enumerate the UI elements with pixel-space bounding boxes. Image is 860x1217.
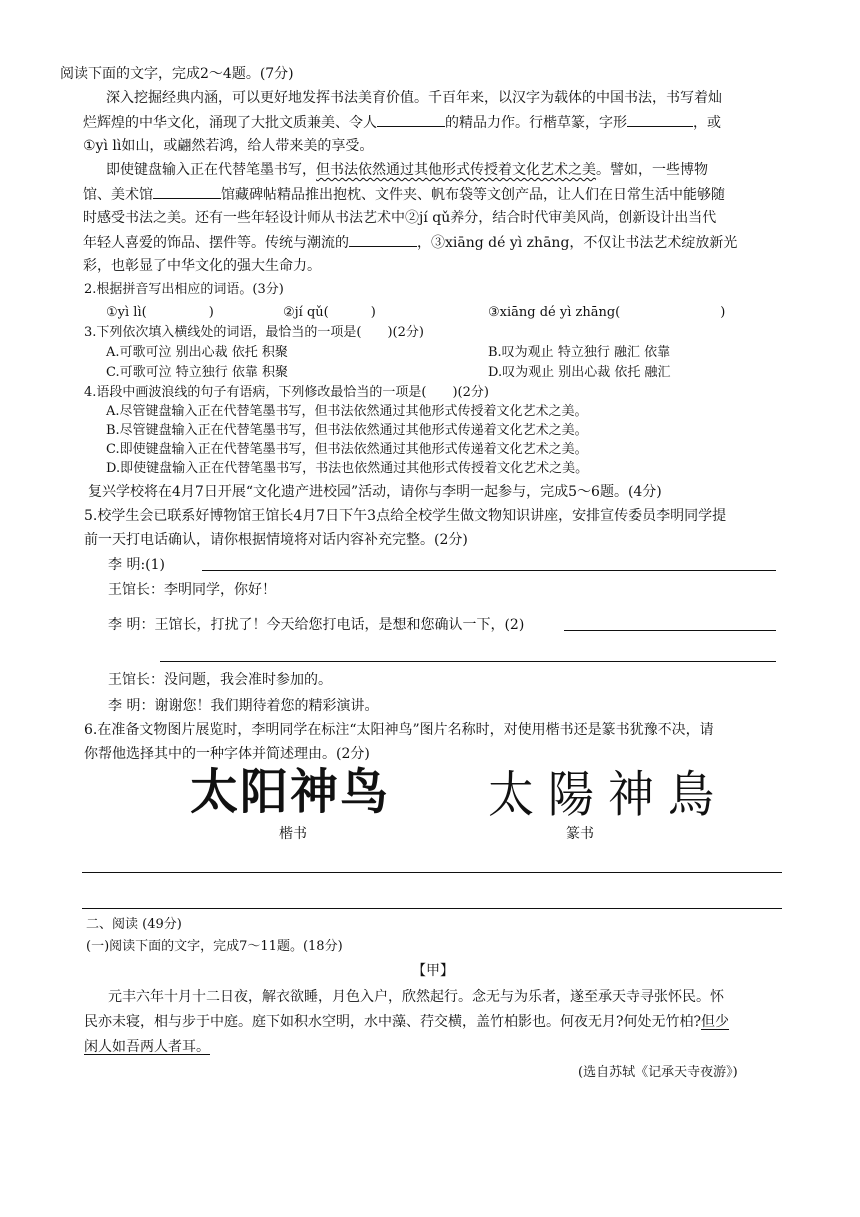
classical-passage-line: 元丰六年十月十二日夜，解衣欲睡，月色入户，欣然起行。念无与为乐者，遂至承天寺寻张怀民。怀 [108,989,724,1005]
underlined-sentence: 但少 [701,1014,730,1030]
q2-answer-b[interactable]: ②jí qǔ( ) [283,305,376,320]
q4-option-b[interactable]: B.尽管键盘输入正在代替笔墨书写，但书法依然通过其他形式传递着文化艺术之美。 [106,423,588,438]
passage-jia-label: 【甲】 [412,963,454,979]
q4-option-a[interactable]: A.尽管键盘输入正在代替笔墨书写，但书法依然通过其他形式传授着文化艺术之美。 [106,404,588,419]
passage-line: 馆、美术馆 馆藏碑帖精品推出抱枕、文件夹、帆布袋等文创产品，让人们在日常生活中能够随 [83,184,725,205]
zhuanshu-calligraphy: 太陽神鳥 [488,765,728,824]
q3-option-b[interactable]: B.叹为观止 特立独行 融汇 依靠 [488,345,671,360]
q3-option-a[interactable]: A.可歌可泣 别出心裁 依托 积聚 [106,345,288,360]
question-5-stem: 前一天打电话确认，请你根据情境将对话内容补充完整。(2分) [84,532,468,548]
dialogue-line-liming-1: 李 明:(1) [108,557,165,573]
kaishu-label: 楷书 [279,826,307,842]
section-2-intro: (一)阅读下面的文字，完成7～11题。(18分) [86,939,343,954]
activity-intro-5-6: 复兴学校将在4月7日开展“文化遗产进校园”活动，请你与李明一起参与，完成5～6题。(4分) [88,484,662,500]
zhuanshu-label: 篆书 [566,826,594,842]
q4-option-c[interactable]: C.即使键盘输入正在代替笔墨书写，但书法依然通过其他形式传递着文化艺术之美。 [106,442,588,457]
passage-source: (选自苏轼《记承天寺夜游》) [578,1065,738,1080]
fill-blank-1[interactable] [377,112,445,127]
answer-line-2-cont[interactable] [160,661,776,662]
passage-line: 即使键盘输入正在代替笔墨书写，但书法依然通过其他形式传授着文化艺术之美。譬如，一些博物 [106,162,708,178]
reading-intro-2-4: 阅读下面的文字，完成2～4题。(7分) [60,66,294,82]
section-2-title: 二、阅读 (49分) [86,917,182,932]
passage-line: 深入挖掘经典内涵，可以更好地发挥书法美育价值。千百年来，以汉字为载体的中国书法，书写着灿 [106,90,722,106]
question-3-stem: 3.下列依次填入横线处的词语，最恰当的一项是( )(2分) [84,325,424,340]
passage-line: 烂辉煌的中华文化，涌现了大批文质兼美、令人 的精品力作。行楷草篆，字形 ，或 [83,112,721,133]
dialogue-line-liming-3: 李 明：谢谢您！我们期待着您的精彩演讲。 [108,698,379,714]
fill-blank-3[interactable] [153,184,221,199]
dialogue-line-director-2: 王馆长：没问题，我会准时参加的。 [108,672,332,688]
q3-option-c[interactable]: C.可歌可泣 特立独行 依靠 积聚 [106,365,289,380]
fill-blank-4[interactable] [349,232,417,247]
classical-passage-line: 民亦未寝，相与步于中庭。庭下如积水空明，水中藻、荇交横，盖竹柏影也。何夜无月?何处无竹柏?但少 [84,1014,730,1030]
passage-line: 时感受书法之美。还有一些年轻设计师从书法艺术中②jí qǔ养分，结合时代审美风尚，创新设计出当代 [83,210,717,226]
q2-answer-a[interactable]: ①yì lì( ) [106,305,214,320]
answer-line-2[interactable] [564,630,776,631]
dialogue-line-director-1: 王馆长：李明同学，你好！ [108,582,276,598]
q2-answer-c[interactable]: ③xiāng dé yì zhāng( ) [488,305,726,320]
dialogue-line-liming-2: 李 明：王馆长，打扰了！今天给您打电话，是想和您确认一下，(2) [108,617,525,633]
q3-option-d[interactable]: D.叹为观止 别出心裁 依托 融汇 [488,365,671,380]
question-2-stem: 2.根据拼音写出相应的词语。(3分) [84,282,284,297]
q4-option-d[interactable]: D.即使键盘输入正在代替笔墨书写，书法也依然通过其他形式传授着文化艺术之美。 [106,461,589,476]
question-6-stem: 6.在准备文物图片展览时，李明同学在标注“太阳神鸟”图片名称时，对使用楷书还是篆书犹豫不决，请 [84,722,714,738]
classical-passage-line [84,1037,210,1057]
passage-line: 彩，也彰显了中华文化的强大生命力。 [83,258,321,274]
underlined-sentence: 闲人如吾两人者耳。 [84,1039,210,1055]
question-6-stem: 你帮他选择其中的一种字体并简述理由。(2分) [84,746,370,762]
passage-line: ①yì lì如山，或翩然若鸿，给人带来美的享受。 [83,138,374,154]
question-5-stem: 5.校学生会已联系好博物馆王馆长4月7日下午3点给全校学生做文物知识讲座，安排宣传委员李明同学提 [84,508,727,524]
passage-line: 年轻人喜爱的饰品、摆件等。传统与潮流的 ，③xiāng dé yì zhāng，不仅让书法艺术绽放新光 [83,232,737,253]
kaishu-calligraphy: 太阳神鸟 [190,764,391,820]
wavy-underlined-sentence: 但书法依然通过其他形式传授着文化艺术之美 [316,162,596,178]
answer-line-1[interactable] [202,570,776,571]
answer-line-q6-1[interactable] [82,872,782,873]
answer-line-q6-2[interactable] [82,908,782,909]
fill-blank-2[interactable] [627,112,693,127]
question-4-stem: 4.语段中画波浪线的句子有语病，下列修改最恰当的一项是( )(2分) [84,385,489,400]
